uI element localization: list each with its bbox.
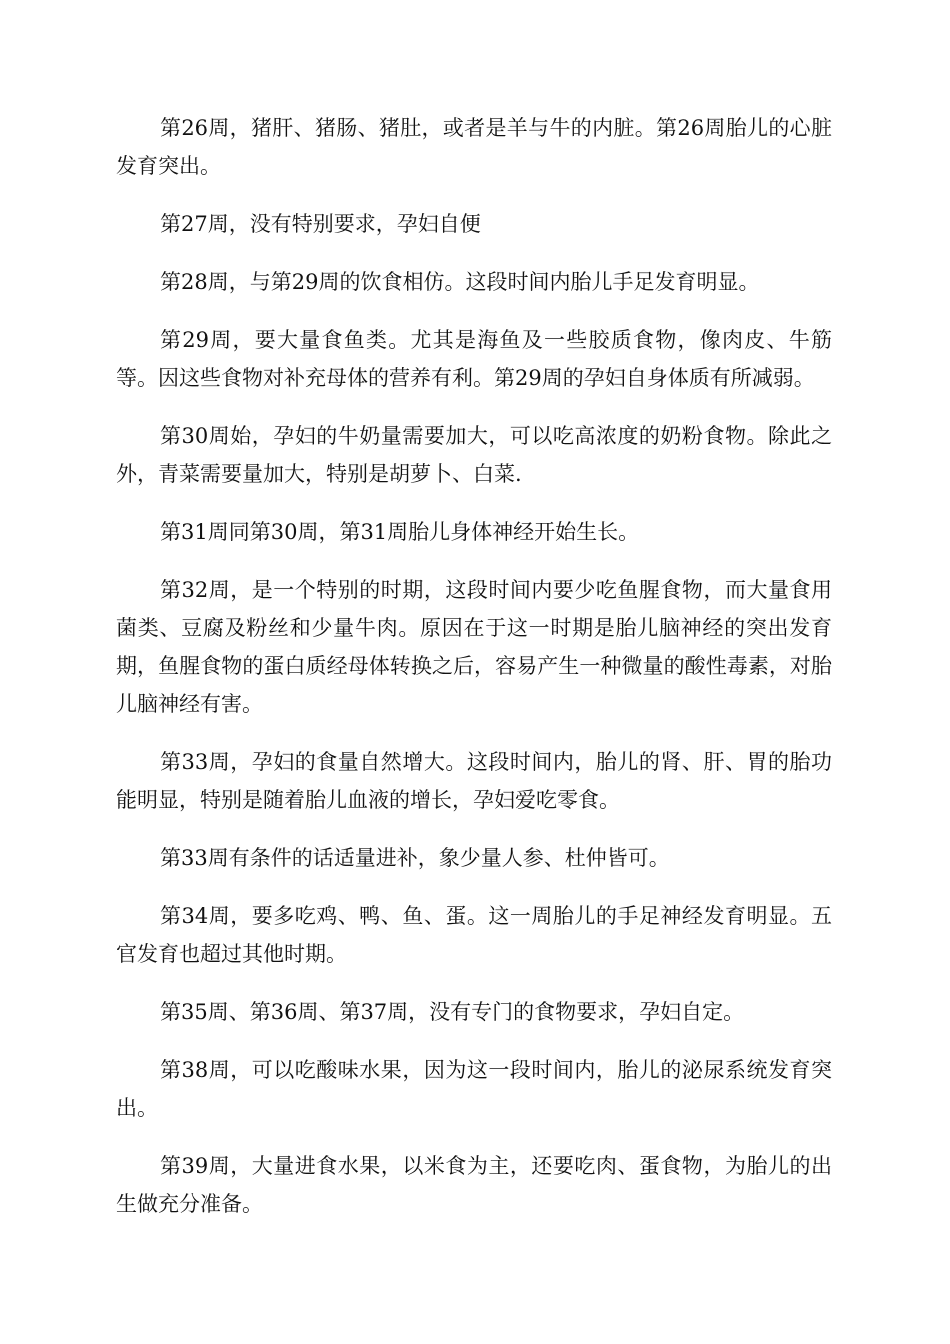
paragraph-week-33: 第33周，孕妇的食量自然增大。这段时间内，胎儿的肾、肝、胃的胎功能明显，特别是随着胎儿血液的增长，孕妇爱吃零食。 [116, 750, 832, 812]
paragraph-week-27: 第27周，没有特别要求，孕妇自便 [160, 212, 481, 236]
paragraph-week-32: 第32周，是一个特别的时期，这段时间内要少吃鱼腥食物，而大量食用菌类、豆腐及粉丝和少量牛肉。原因在于这一时期是胎儿脑神经的突出发育期，鱼腥食物的蛋白质经母体转换之后，容易产生一种微量的酸性毒素，对胎儿脑神经有害。 [116, 578, 832, 716]
paragraph-week-38: 第38周，可以吃酸味水果，因为这一段时间内，胎儿的泌尿系统发育突出。 [116, 1058, 832, 1120]
paragraph-week-35-37: 第35周、第36周、第37周，没有专门的食物要求，孕妇自定。 [160, 1000, 745, 1024]
paragraph-week-39: 第39周，大量进食水果，以米食为主，还要吃肉、蛋食物，为胎儿的出生做充分准备。 [116, 1154, 832, 1216]
paragraph-week-33-supplement: 第33周有条件的话适量进补，象少量人参、杜仲皆可。 [160, 846, 670, 870]
paragraph-week-30: 第30周始，孕妇的牛奶量需要加大，可以吃高浓度的奶粉食物。除此之外，青菜需要量加大，特别是胡萝卜、白菜. [116, 424, 832, 486]
paragraph-week-28: 第28周，与第29周的饮食相仿。这段时间内胎儿手足发育明显。 [160, 270, 760, 294]
paragraph-week-31: 第31周同第30周，第31周胎儿身体神经开始生长。 [160, 520, 640, 544]
paragraph-week-26: 第26周，猪肝、猪肠、猪肚，或者是羊与牛的内脏。第26周胎儿的心脏发育突出。 [116, 116, 832, 178]
document-body [116, 109, 832, 1243]
paragraph-week-34: 第34周，要多吃鸡、鸭、鱼、蛋。这一周胎儿的手足神经发育明显。五官发育也超过其他时期。 [116, 904, 832, 966]
paragraph-week-29: 第29周，要大量食鱼类。尤其是海鱼及一些胶质食物，像肉皮、牛筋等。因这些食物对补充母体的营养有利。第29周的孕妇自身体质有所减弱。 [116, 328, 832, 390]
